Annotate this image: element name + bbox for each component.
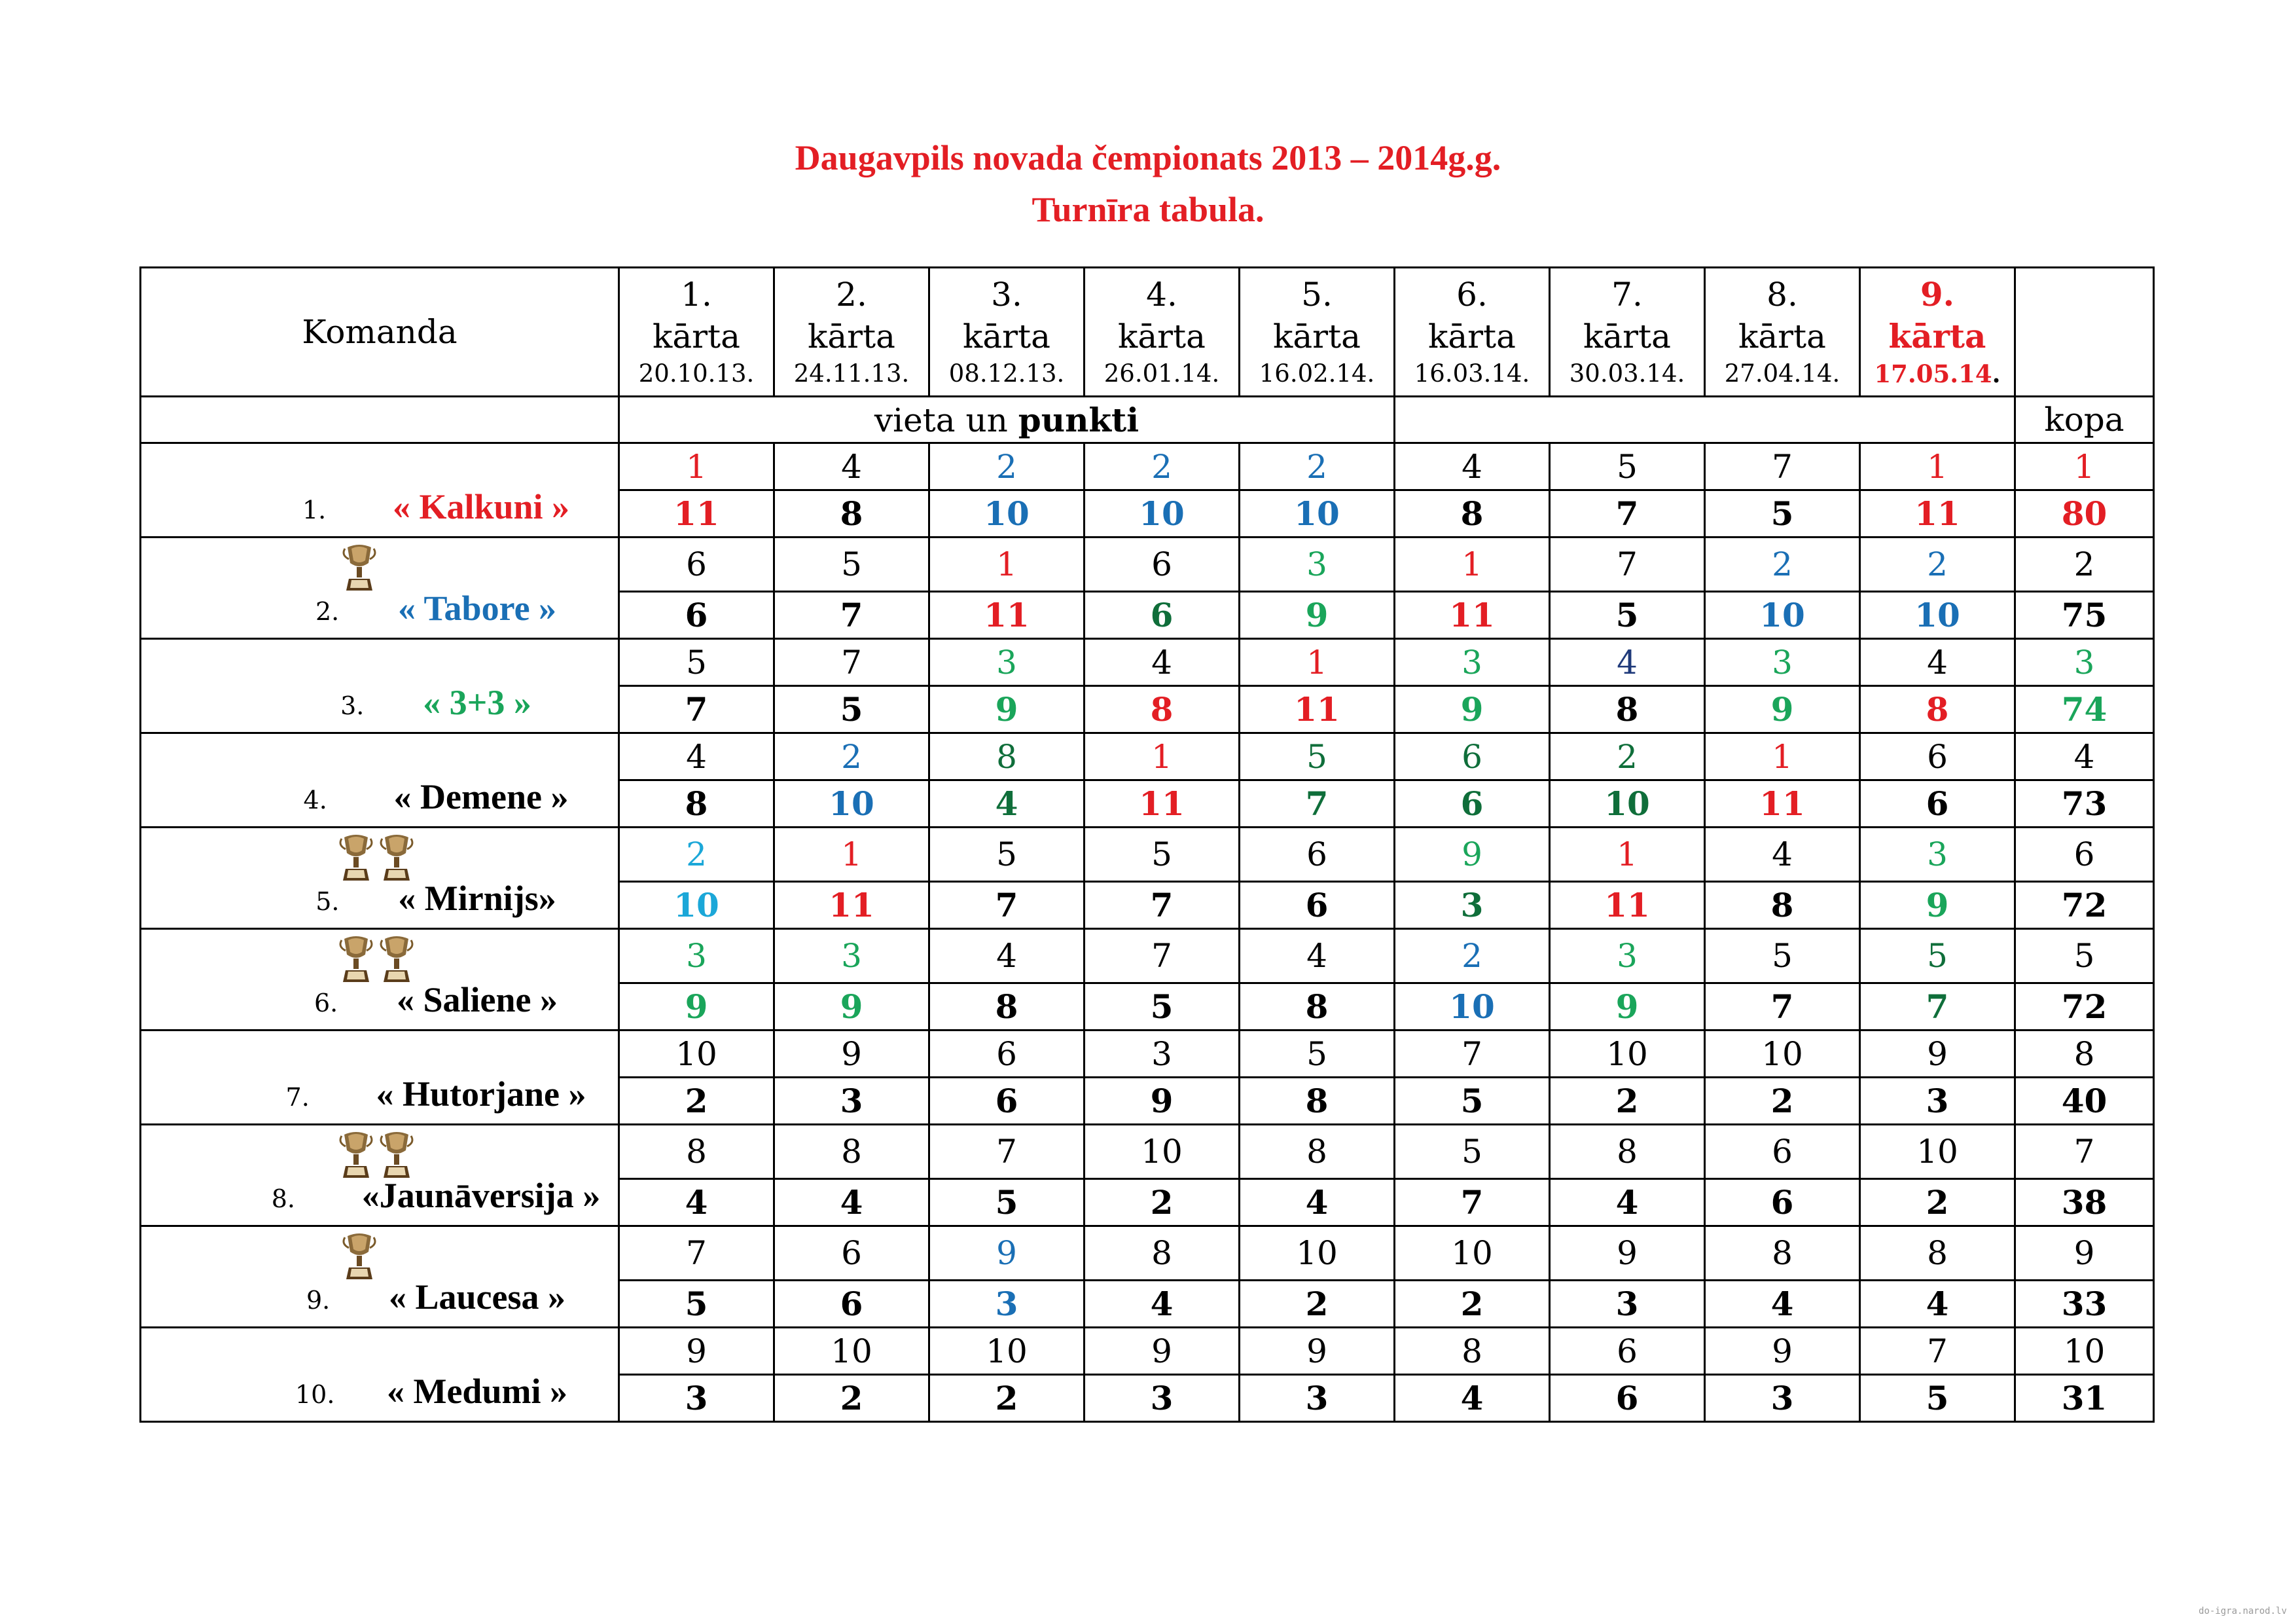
place-cell: 9: [1860, 1030, 2015, 1078]
points-cell: 2: [1085, 1179, 1240, 1226]
trophy-icon: [341, 541, 378, 593]
team-cell: 9. « Laucesa »: [141, 1226, 619, 1328]
place-cell: 10: [1705, 1030, 1860, 1078]
place-cell: 9: [929, 1226, 1085, 1281]
points-cell: 11: [1550, 882, 1705, 929]
points-cell: 10: [1395, 983, 1550, 1030]
place-cell: 8: [1395, 1328, 1550, 1375]
place-cell: 2: [1550, 733, 1705, 780]
team-cell: 1. « Kalkuni »: [141, 443, 619, 538]
points-cell: 5: [619, 1281, 774, 1328]
place-cell: 4: [1860, 639, 2015, 686]
place-cell: 1: [1085, 733, 1240, 780]
points-cell: 9: [1705, 686, 1860, 733]
place-cell: 7: [929, 1125, 1085, 1179]
total-points-cell: 72: [2015, 882, 2154, 929]
trophy-icons: [341, 541, 378, 593]
team-place-row: [141, 639, 2154, 686]
points-cell: 11: [619, 490, 774, 538]
place-cell: 4: [1240, 929, 1395, 983]
points-cell: 5: [1085, 983, 1240, 1030]
team-place-row: [141, 1328, 2154, 1375]
points-cell: 11: [1395, 592, 1550, 639]
place-cell: 9: [619, 1328, 774, 1375]
points-cell: 4: [1085, 1281, 1240, 1328]
place-cell: 8: [619, 1125, 774, 1179]
place-cell: 8: [774, 1125, 929, 1179]
points-cell: 10: [1705, 592, 1860, 639]
points-cell: 10: [619, 882, 774, 929]
points-cell: 6: [1550, 1375, 1705, 1422]
round-header-8: 8. kārta 27.04.14.: [1705, 268, 1860, 397]
points-cell: 3: [1395, 882, 1550, 929]
team-name: « Medumi »: [387, 1372, 567, 1411]
header-row: [141, 268, 2154, 397]
points-cell: 8: [929, 983, 1085, 1030]
total-points-cell: 38: [2015, 1179, 2154, 1226]
team-place-row: [141, 1125, 2154, 1179]
round-header-7: 7. kārta 30.03.14.: [1550, 268, 1705, 397]
watermark: do-igra.narod.lv: [2198, 1606, 2287, 1616]
place-cell: 2: [1395, 929, 1550, 983]
points-cell: 8: [1705, 882, 1860, 929]
round-header-4: 4. kārta 26.01.14.: [1085, 268, 1240, 397]
subheader-row: [141, 397, 2154, 443]
total-points-cell: 80: [2015, 490, 2154, 538]
points-cell: 5: [774, 686, 929, 733]
points-cell: 9: [1550, 983, 1705, 1030]
trophy-icon: [378, 932, 415, 985]
team-place-row: [141, 1226, 2154, 1281]
team-cell: 10. « Medumi »: [141, 1328, 619, 1422]
place-cell: 4: [774, 443, 929, 490]
place-cell: 10: [774, 1328, 929, 1375]
team-cell: 6. « Saliene »: [141, 929, 619, 1030]
points-cell: 5: [1705, 490, 1860, 538]
points-cell: 3: [774, 1078, 929, 1125]
place-cell: 7: [1395, 1030, 1550, 1078]
points-cell: 3: [1240, 1375, 1395, 1422]
place-cell: 7: [619, 1226, 774, 1281]
team-name: «Jaunāversija »: [361, 1176, 601, 1215]
trophy-icons: [341, 1230, 378, 1282]
points-cell: 5: [1395, 1078, 1550, 1125]
team-cell: 7. « Hutorjane »: [141, 1030, 619, 1125]
points-cell: 10: [1860, 592, 2015, 639]
team-cell: 3. « 3+3 »: [141, 639, 619, 733]
points-cell: 3: [1705, 1375, 1860, 1422]
points-cell: 9: [1395, 686, 1550, 733]
place-cell: 6: [774, 1226, 929, 1281]
team-place-row: [141, 1030, 2154, 1078]
points-cell: 7: [1705, 983, 1860, 1030]
total-place-cell: 4: [2015, 733, 2154, 780]
total-points-cell: 31: [2015, 1375, 2154, 1422]
place-cell: 8: [1705, 1226, 1860, 1281]
team-name: « Demene »: [393, 777, 569, 816]
points-cell: 2: [1395, 1281, 1550, 1328]
trophy-icons: [338, 932, 415, 985]
place-cell: 5: [1395, 1125, 1550, 1179]
points-cell: 10: [774, 780, 929, 828]
place-cell: 9: [774, 1030, 929, 1078]
total-place-cell: 3: [2015, 639, 2154, 686]
points-cell: 11: [929, 592, 1085, 639]
place-cell: 2: [774, 733, 929, 780]
place-cell: 1: [1705, 733, 1860, 780]
total-place-cell: 2: [2015, 538, 2154, 592]
points-cell: 8: [774, 490, 929, 538]
points-cell: 7: [774, 592, 929, 639]
points-cell: 3: [1550, 1281, 1705, 1328]
points-cell: 2: [1860, 1179, 2015, 1226]
place-cell: 7: [1085, 929, 1240, 983]
place-cell: 3: [774, 929, 929, 983]
subheader-total: kopa: [2015, 397, 2154, 443]
place-cell: 5: [1550, 443, 1705, 490]
total-place-cell: 5: [2015, 929, 2154, 983]
points-cell: 8: [1860, 686, 2015, 733]
points-cell: 6: [1860, 780, 2015, 828]
round-header-2: 2. kārta 24.11.13.: [774, 268, 929, 397]
place-cell: 9: [1395, 828, 1550, 882]
place-cell: 3: [1085, 1030, 1240, 1078]
place-cell: 4: [1550, 639, 1705, 686]
points-cell: 4: [1550, 1179, 1705, 1226]
place-cell: 5: [1240, 733, 1395, 780]
total-place-cell: 6: [2015, 828, 2154, 882]
place-cell: 7: [1705, 443, 1860, 490]
total-points-cell: 40: [2015, 1078, 2154, 1125]
points-cell: 4: [1240, 1179, 1395, 1226]
points-cell: 9: [1240, 592, 1395, 639]
points-cell: 7: [1860, 983, 2015, 1030]
team-name: « 3+3 »: [423, 683, 531, 722]
place-cell: 8: [1550, 1125, 1705, 1179]
points-cell: 5: [1550, 592, 1705, 639]
place-cell: 6: [1240, 828, 1395, 882]
points-cell: 2: [929, 1375, 1085, 1422]
place-cell: 3: [1705, 639, 1860, 686]
place-cell: 2: [1240, 443, 1395, 490]
trophy-icon: [341, 1230, 378, 1282]
points-cell: 2: [1705, 1078, 1860, 1125]
total-place-cell: 8: [2015, 1030, 2154, 1078]
points-cell: 2: [774, 1375, 929, 1422]
place-cell: 5: [1085, 828, 1240, 882]
points-cell: 8: [1550, 686, 1705, 733]
place-cell: 4: [929, 929, 1085, 983]
points-cell: 6: [1085, 592, 1240, 639]
points-cell: 7: [1085, 882, 1240, 929]
total-place-cell: 10: [2015, 1328, 2154, 1375]
points-cell: 11: [1860, 490, 2015, 538]
place-cell: 9: [1240, 1328, 1395, 1375]
points-cell: 10: [929, 490, 1085, 538]
trophy-icons: [338, 1128, 415, 1180]
points-cell: 4: [1395, 1375, 1550, 1422]
points-cell: 3: [1085, 1375, 1240, 1422]
place-cell: 1: [1860, 443, 2015, 490]
trophy-icon: [378, 831, 415, 883]
points-cell: 4: [774, 1179, 929, 1226]
points-cell: 6: [619, 592, 774, 639]
team-place-row: [141, 443, 2154, 490]
team-cell: 8. «Jaunāversija »: [141, 1125, 619, 1226]
points-cell: 7: [1550, 490, 1705, 538]
points-cell: 2: [1240, 1281, 1395, 1328]
place-cell: 9: [1705, 1328, 1860, 1375]
place-cell: 1: [774, 828, 929, 882]
place-cell: 6: [1860, 733, 2015, 780]
points-cell: 10: [1240, 490, 1395, 538]
place-cell: 4: [619, 733, 774, 780]
team-name: « Saliene »: [396, 980, 558, 1019]
total-points-cell: 33: [2015, 1281, 2154, 1328]
team-cell: 2. « Tabore »: [141, 538, 619, 639]
trophy-icon: [338, 831, 374, 883]
place-cell: 5: [1705, 929, 1860, 983]
place-cell: 3: [1395, 639, 1550, 686]
points-cell: 6: [774, 1281, 929, 1328]
round-header-3: 3. kārta 08.12.13.: [929, 268, 1085, 397]
team-place-row: [141, 828, 2154, 882]
place-cell: 10: [1240, 1226, 1395, 1281]
points-cell: 10: [1550, 780, 1705, 828]
points-cell: 8: [1085, 686, 1240, 733]
points-cell: 7: [1240, 780, 1395, 828]
points-cell: 8: [1240, 983, 1395, 1030]
points-cell: 3: [619, 1375, 774, 1422]
place-cell: 7: [1860, 1328, 2015, 1375]
total-points-cell: 74: [2015, 686, 2154, 733]
place-cell: 2: [619, 828, 774, 882]
place-cell: 4: [1085, 639, 1240, 686]
round-header-5: 5. kārta 16.02.14.: [1240, 268, 1395, 397]
place-cell: 10: [1860, 1125, 2015, 1179]
points-cell: 4: [619, 1179, 774, 1226]
points-cell: 8: [1395, 490, 1550, 538]
points-cell: 8: [619, 780, 774, 828]
points-cell: 3: [929, 1281, 1085, 1328]
place-cell: 5: [774, 538, 929, 592]
place-cell: 8: [929, 733, 1085, 780]
points-cell: 4: [1860, 1281, 2015, 1328]
team-cell: 5. « Mirnijs»: [141, 828, 619, 929]
subheader-empty: [141, 397, 619, 443]
points-cell: 6: [1240, 882, 1395, 929]
points-cell: 7: [929, 882, 1085, 929]
points-cell: 9: [619, 983, 774, 1030]
points-cell: 6: [1395, 780, 1550, 828]
subheader-blank: [1395, 397, 2015, 443]
total-points-cell: 72: [2015, 983, 2154, 1030]
place-cell: 8: [1860, 1226, 2015, 1281]
place-cell: 6: [1085, 538, 1240, 592]
place-cell: 8: [1085, 1226, 1240, 1281]
tournament-table: [139, 266, 2155, 1423]
place-cell: 2: [929, 443, 1085, 490]
trophy-icon: [378, 1128, 415, 1180]
points-cell: 4: [929, 780, 1085, 828]
points-cell: 5: [1860, 1375, 2015, 1422]
trophy-icon: [338, 1128, 374, 1180]
place-cell: 3: [619, 929, 774, 983]
place-cell: 8: [1240, 1125, 1395, 1179]
place-cell: 3: [1240, 538, 1395, 592]
place-cell: 6: [1395, 733, 1550, 780]
place-cell: 10: [1550, 1030, 1705, 1078]
team-place-row: [141, 929, 2154, 983]
page-subtitle: Turnīra tabula.: [1031, 190, 1265, 229]
points-cell: 7: [619, 686, 774, 733]
place-cell: 6: [619, 538, 774, 592]
points-cell: 11: [774, 882, 929, 929]
total-place-cell: 1: [2015, 443, 2154, 490]
points-cell: 7: [1395, 1179, 1550, 1226]
place-cell: 1: [1240, 639, 1395, 686]
round-header-9: 9. kārta 17.05.14.: [1860, 268, 2015, 397]
place-cell: 5: [929, 828, 1085, 882]
place-cell: 4: [1705, 828, 1860, 882]
team-place-row: [141, 733, 2154, 780]
points-cell: 11: [1705, 780, 1860, 828]
place-cell: 5: [1860, 929, 2015, 983]
place-cell: 1: [1550, 828, 1705, 882]
place-cell: 2: [1085, 443, 1240, 490]
points-cell: 5: [929, 1179, 1085, 1226]
points-cell: 9: [1860, 882, 2015, 929]
place-cell: 10: [1395, 1226, 1550, 1281]
team-name: « Mirnijs»: [398, 879, 556, 918]
points-cell: 8: [1240, 1078, 1395, 1125]
place-cell: 7: [1550, 538, 1705, 592]
team-name: « Tabore »: [397, 589, 557, 628]
place-cell: 1: [1395, 538, 1550, 592]
total-column-header: [2015, 268, 2154, 397]
place-cell: 10: [1085, 1125, 1240, 1179]
place-cell: 7: [774, 639, 929, 686]
place-cell: 10: [619, 1030, 774, 1078]
points-cell: 10: [1085, 490, 1240, 538]
place-cell: 9: [1085, 1328, 1240, 1375]
total-place-cell: 7: [2015, 1125, 2154, 1179]
points-cell: 6: [1705, 1179, 1860, 1226]
team-name: « Laucesa »: [389, 1277, 565, 1317]
place-cell: 3: [929, 639, 1085, 686]
place-cell: 4: [1395, 443, 1550, 490]
place-cell: 5: [619, 639, 774, 686]
round-header-1: 1. kārta 20.10.13.: [619, 268, 774, 397]
place-cell: 10: [929, 1328, 1085, 1375]
place-cell: 6: [929, 1030, 1085, 1078]
place-cell: 6: [1550, 1328, 1705, 1375]
place-cell: 1: [929, 538, 1085, 592]
team-place-row: [141, 538, 2154, 592]
points-cell: 11: [1085, 780, 1240, 828]
place-cell: 9: [1550, 1226, 1705, 1281]
team-name: « Hutorjane »: [376, 1074, 586, 1114]
points-cell: 4: [1705, 1281, 1860, 1328]
team-cell: 4. « Demene »: [141, 733, 619, 828]
round-header-6: 6. kārta 16.03.14.: [1395, 268, 1550, 397]
place-cell: 2: [1705, 538, 1860, 592]
place-cell: 2: [1860, 538, 2015, 592]
total-points-cell: 75: [2015, 592, 2154, 639]
points-cell: 2: [1550, 1078, 1705, 1125]
points-cell: 9: [929, 686, 1085, 733]
total-place-cell: 9: [2015, 1226, 2154, 1281]
points-cell: 3: [1860, 1078, 2015, 1125]
points-cell: 6: [929, 1078, 1085, 1125]
place-cell: 6: [1705, 1125, 1860, 1179]
place-cell: 1: [619, 443, 774, 490]
trophy-icon: [338, 932, 374, 985]
points-cell: 2: [619, 1078, 774, 1125]
team-name: « Kalkuni »: [392, 487, 570, 526]
place-cell: 3: [1860, 828, 2015, 882]
subheader-place-points: vieta un punkti: [619, 397, 1395, 443]
points-cell: 11: [1240, 686, 1395, 733]
points-cell: 9: [774, 983, 929, 1030]
team-column-header: Komanda: [141, 268, 619, 397]
trophy-icons: [338, 831, 415, 883]
points-cell: 9: [1085, 1078, 1240, 1125]
total-points-cell: 73: [2015, 780, 2154, 828]
place-cell: 5: [1240, 1030, 1395, 1078]
place-cell: 3: [1550, 929, 1705, 983]
page-title: Daugavpils novada čempionats 2013 – 2014g.g.: [795, 138, 1501, 177]
